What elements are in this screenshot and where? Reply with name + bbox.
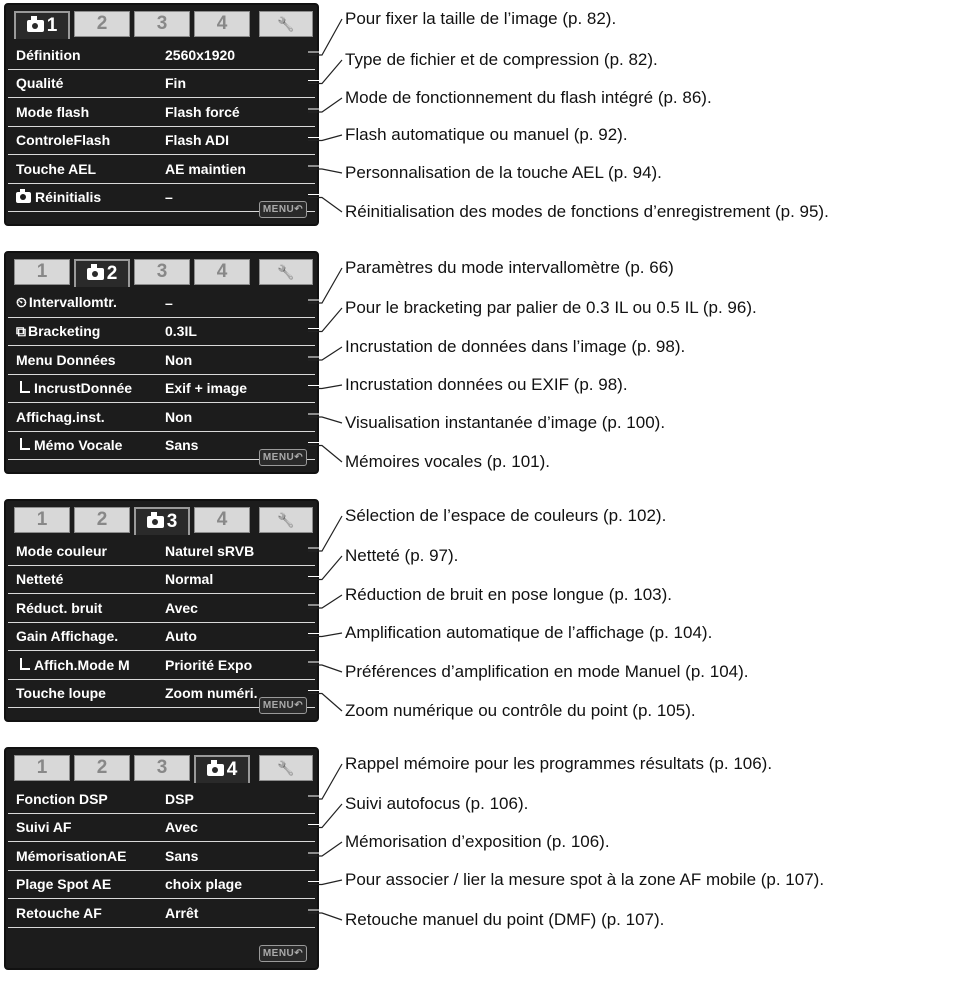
- return-icon: ↶: [294, 452, 304, 463]
- tab-setup[interactable]: [259, 507, 313, 533]
- annotation-text: Pour associer / lier la mesure spot à la zone AF mobile (p. 107).: [345, 870, 825, 889]
- menu-row-label: [16, 628, 118, 644]
- tab-2[interactable]: [74, 507, 130, 533]
- menu-row[interactable]: [8, 566, 315, 595]
- menu-row[interactable]: [8, 814, 315, 843]
- menu-row-label: [16, 294, 117, 311]
- menu-tabs: [10, 755, 313, 783]
- menu-row-label-text: Définition: [16, 46, 81, 63]
- menu-row[interactable]: [8, 871, 315, 900]
- menu-row-label-text: Qualité: [16, 75, 64, 92]
- menu-row[interactable]: [8, 623, 315, 652]
- menu-row-value: Normal: [165, 571, 214, 588]
- menu-row-label-text: Affich.Mode M: [34, 656, 130, 673]
- menu-row-value: –: [165, 189, 173, 206]
- menu-row-label-text: Suivi AF: [16, 819, 72, 836]
- menu-row[interactable]: [8, 842, 315, 871]
- submenu-indent-icon: [20, 381, 30, 393]
- tab-label: 3: [156, 13, 168, 34]
- menu-row[interactable]: [8, 537, 315, 566]
- menu-row-label: [16, 819, 72, 835]
- menu-row[interactable]: [8, 899, 315, 928]
- menu-row-label: [16, 47, 81, 63]
- tab-label: 4: [216, 509, 228, 530]
- menu-row-label-text: Touche AEL: [16, 160, 97, 177]
- menu-row-value: 2560x1920: [165, 46, 236, 63]
- tab-label: 3: [156, 261, 168, 282]
- tab-1[interactable]: [14, 11, 70, 39]
- annotation-text: Pour le bracketing par palier de 0.3 IL ou 0.5 IL (p. 96).: [345, 298, 757, 317]
- menu-row-label-text: Réinitialis: [35, 189, 102, 206]
- menu-panel-4: [4, 747, 319, 970]
- menu-row-label-text: Bracketing: [28, 322, 101, 339]
- annotation-text: Paramètres du mode intervallomètre (p. 66): [345, 258, 674, 277]
- menu-row[interactable]: [8, 41, 315, 70]
- tab-2[interactable]: [74, 259, 130, 287]
- annotation-text: Visualisation instantanée d’image (p. 100).: [345, 413, 666, 432]
- menu-row-label-text: IncrustDonnée: [34, 380, 133, 397]
- tab-4[interactable]: [194, 755, 250, 783]
- menu-row-label: [16, 104, 89, 120]
- menu-back-button[interactable]: [259, 449, 307, 466]
- menu-row-value: Priorité Expo: [165, 656, 253, 673]
- annotation-text: Mémorisation d’exposition (p. 106).: [345, 832, 610, 851]
- menu-row-label: [16, 132, 110, 148]
- menu-row-label: [16, 571, 63, 587]
- menu-row[interactable]: [8, 289, 315, 318]
- submenu-indent-icon: [20, 658, 30, 670]
- menu-row-label: [16, 600, 102, 616]
- menu-row-label-text: Plage Spot AE: [16, 876, 112, 893]
- menu-panel-2: [4, 251, 319, 474]
- menu-row-label-text: Touche loupe: [16, 685, 106, 702]
- menu-panel-1: [4, 3, 319, 226]
- menu-row-label: [16, 657, 130, 673]
- annotation-text: Retouche manuel du point (DMF) (p. 107).: [345, 910, 665, 929]
- annotation-text: Sélection de l’espace de couleurs (p. 102).: [345, 506, 667, 525]
- tab-4[interactable]: [194, 259, 250, 285]
- menu-row-value: Avec: [165, 599, 198, 616]
- tab-2[interactable]: [74, 11, 130, 37]
- menu-row-label: [16, 543, 107, 559]
- annotation-text: Incrustation de données dans l’image (p. 98).: [345, 337, 686, 356]
- menu-row-value: Arrêt: [165, 904, 199, 921]
- camera-icon: [27, 20, 44, 32]
- tab-label: 2: [96, 509, 108, 530]
- menu-row-label-text: Menu Données: [16, 351, 116, 368]
- annotation-text: Zoom numérique ou contrôle du point (p. 105).: [345, 701, 696, 720]
- tab-setup[interactable]: [259, 11, 313, 37]
- menu-row-value: Flash forcé: [165, 103, 240, 120]
- tab-4[interactable]: [194, 507, 250, 533]
- menu-row[interactable]: [8, 785, 315, 814]
- menu-row-label: [16, 380, 132, 396]
- menu-row[interactable]: [8, 346, 315, 375]
- menu-rows: [8, 785, 315, 928]
- menu-row[interactable]: [8, 594, 315, 623]
- menu-row[interactable]: [8, 651, 315, 680]
- menu-row[interactable]: [8, 155, 315, 184]
- menu-row-label-text: Mémo Vocale: [34, 437, 123, 454]
- menu-row-label-text: ControleFlash: [16, 132, 111, 149]
- menu-back-button[interactable]: [259, 945, 307, 962]
- tab-label: 4: [216, 261, 228, 282]
- menu-row-label: [16, 685, 106, 701]
- menu-row-value: Exif + image: [165, 380, 248, 397]
- menu-row-value: –: [165, 294, 173, 311]
- menu-row-label-text: Réduct. bruit: [16, 599, 103, 616]
- menu-row-label-text: Intervallomtr.: [28, 294, 117, 311]
- tab-label: 4: [226, 759, 238, 780]
- annotation-text: Mémoires vocales (p. 101).: [345, 452, 551, 471]
- tab-3[interactable]: [134, 259, 190, 285]
- tab-2[interactable]: [74, 755, 130, 781]
- menu-row-value: AE maintien: [165, 160, 246, 177]
- menu-row-value: Auto: [165, 628, 197, 645]
- wrench-icon: 🔧: [277, 759, 295, 776]
- annotation-text: Réinitialisation des modes de fonctions d’enregistrement (p. 95).: [345, 202, 829, 221]
- annotation-text: Rappel mémoire pour les programmes résultats (p. 106).: [345, 754, 773, 773]
- menu-back-label: MENU: [262, 452, 295, 463]
- menu-row[interactable]: [8, 98, 315, 127]
- annotation-text: Réduction de bruit en pose longue (p. 103).: [345, 585, 673, 604]
- annotation-text: Amplification automatique de l’affichage (p. 104).: [345, 623, 713, 642]
- menu-back-label: MENU: [262, 700, 295, 711]
- menu-row-value: Sans: [165, 847, 199, 864]
- annotation-text: Mode de fonctionnement du flash intégré (p. 86).: [345, 88, 712, 107]
- menu-rows: [8, 289, 315, 460]
- tab-label: 2: [96, 757, 108, 778]
- bracketing-icon: ⧉: [16, 322, 26, 339]
- wrench-icon: 🔧: [277, 511, 295, 528]
- menu-row-value: Avec: [165, 819, 198, 836]
- return-icon: ↶: [294, 204, 304, 215]
- menu-row-label: [16, 161, 96, 177]
- menu-row-label: [16, 409, 105, 425]
- tab-label: 3: [166, 511, 178, 532]
- menu-row-label-text: Gain Affichage.: [16, 628, 119, 645]
- annotation-text: Suivi autofocus (p. 106).: [345, 794, 529, 813]
- menu-back-button[interactable]: [259, 697, 307, 714]
- tab-label: 1: [36, 261, 48, 282]
- menu-tabs: [10, 259, 313, 287]
- menu-row-value: Zoom numéri.: [165, 685, 258, 702]
- menu-row-label: [16, 905, 102, 921]
- wrench-icon: 🔧: [277, 15, 295, 32]
- tab-1[interactable]: [14, 507, 70, 533]
- menu-row-label-text: Netteté: [16, 571, 64, 588]
- return-icon: ↶: [294, 948, 304, 959]
- menu-row-label: [16, 437, 122, 453]
- menu-row[interactable]: [8, 70, 315, 99]
- menu-row-value: 0.3IL: [165, 323, 197, 340]
- menu-row-value: Non: [165, 351, 193, 368]
- menu-row-value: Fin: [165, 75, 186, 92]
- tab-1[interactable]: [14, 755, 70, 781]
- menu-tabs: [10, 507, 313, 535]
- menu-row-value: Flash ADI: [165, 132, 230, 149]
- menu-row-value: choix plage: [165, 876, 243, 893]
- tab-label: 1: [36, 509, 48, 530]
- return-icon: ↶: [294, 700, 304, 711]
- menu-row-label-text: Affichag.inst.: [16, 408, 105, 425]
- tab-label: 2: [96, 13, 108, 34]
- wrench-icon: 🔧: [277, 263, 295, 280]
- menu-row[interactable]: [8, 403, 315, 432]
- menu-row-label-text: Fonction DSP: [16, 790, 108, 807]
- menu-row-label-text: Retouche AF: [16, 904, 102, 921]
- annotation-text: Préférences d’amplification en mode Manuel (p. 104).: [345, 662, 749, 681]
- submenu-indent-icon: [20, 438, 30, 450]
- tab-setup[interactable]: [259, 755, 313, 781]
- tab-3[interactable]: [134, 11, 190, 37]
- tab-3[interactable]: [134, 755, 190, 781]
- tab-setup[interactable]: [259, 259, 313, 285]
- camera-icon: [16, 192, 31, 203]
- annotation-text: Incrustation données ou EXIF (p. 98).: [345, 375, 628, 394]
- menu-tabs: [10, 11, 313, 39]
- tab-label: 4: [216, 13, 228, 34]
- tab-label: 3: [156, 757, 168, 778]
- annotation-text: Netteté (p. 97).: [345, 546, 459, 565]
- menu-row[interactable]: [8, 375, 315, 404]
- menu-row-value: DSP: [165, 790, 194, 807]
- menu-row-value: Naturel sRVB: [165, 542, 255, 559]
- menu-rows: [8, 537, 315, 708]
- menu-row-label: [16, 189, 101, 205]
- tab-1[interactable]: [14, 259, 70, 285]
- camera-icon: [87, 268, 104, 280]
- self-timer-icon: ⏲: [16, 294, 27, 311]
- menu-row-label: [16, 848, 126, 864]
- camera-icon: [207, 764, 224, 776]
- menu-row-value: Non: [165, 408, 193, 425]
- tab-label: 1: [46, 15, 58, 36]
- annotation-text: Personnalisation de la touche AEL (p. 94).: [345, 163, 662, 182]
- menu-row-value: Sans: [165, 437, 199, 454]
- menu-row-label-text: MémorisationAE: [16, 847, 127, 864]
- menu-row[interactable]: [8, 127, 315, 156]
- menu-row-label: [16, 75, 63, 91]
- annotation-text: Pour fixer la taille de l’image (p. 82).: [345, 9, 617, 28]
- menu-back-button[interactable]: [259, 201, 307, 218]
- menu-rows: [8, 41, 315, 212]
- tab-4[interactable]: [194, 11, 250, 37]
- menu-panel-3: [4, 499, 319, 722]
- menu-row[interactable]: [8, 318, 315, 347]
- annotation-text: Flash automatique ou manuel (p. 92).: [345, 125, 628, 144]
- menu-back-label: MENU: [262, 204, 295, 215]
- menu-row-label: [16, 352, 116, 368]
- menu-row-label: [16, 876, 111, 892]
- tab-label: 2: [106, 263, 118, 284]
- menu-row-label: [16, 323, 100, 340]
- menu-row-label-text: Mode couleur: [16, 542, 108, 559]
- annotation-text: Type de fichier et de compression (p. 82).: [345, 50, 658, 69]
- menu-row-label-text: Mode flash: [16, 103, 90, 120]
- menu-row-label: [16, 791, 108, 807]
- tab-3[interactable]: [134, 507, 190, 535]
- tab-label: 1: [36, 757, 48, 778]
- camera-icon: [147, 516, 164, 528]
- menu-back-label: MENU: [262, 948, 295, 959]
